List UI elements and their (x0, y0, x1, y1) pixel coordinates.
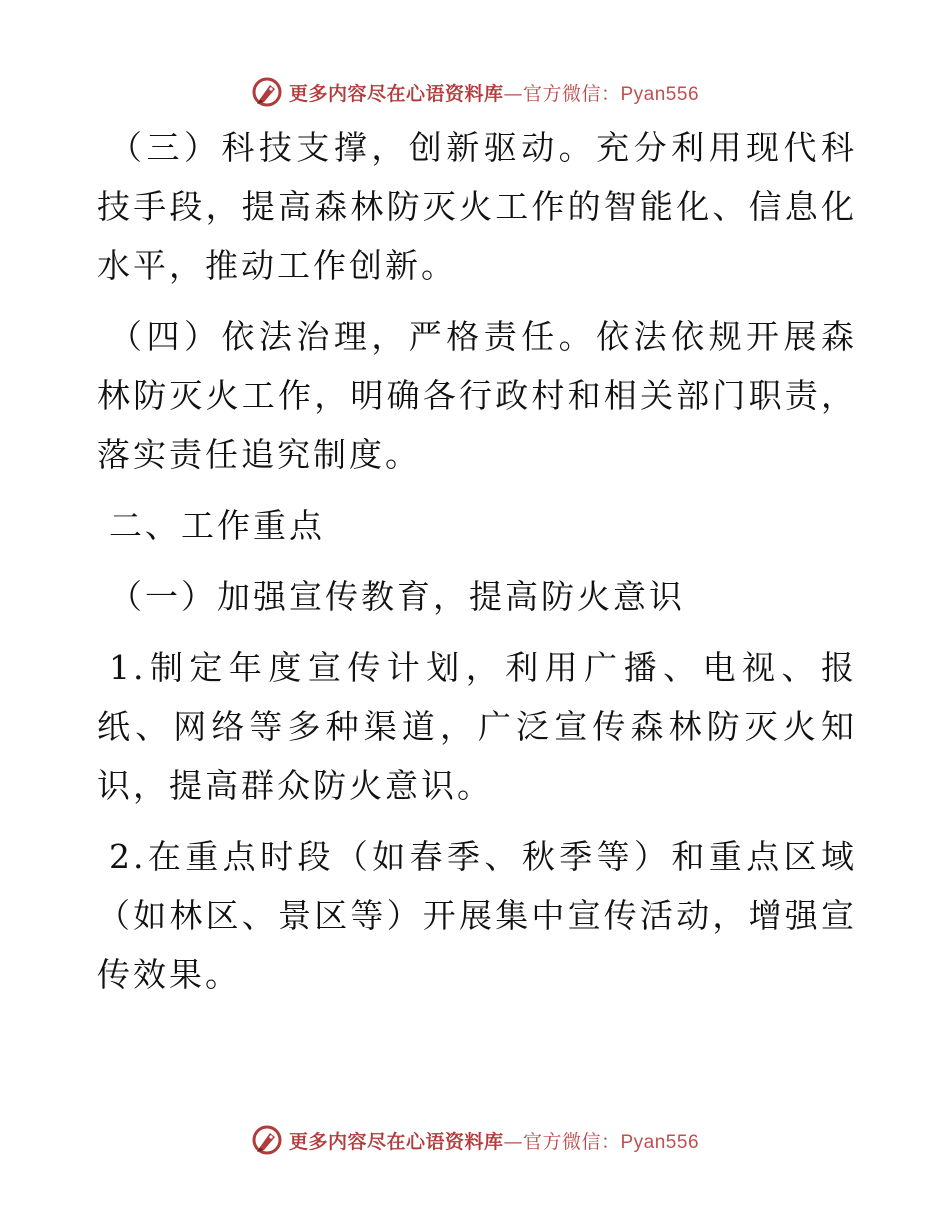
footer-wechat-id: Pyan556 (620, 1131, 700, 1153)
pen-nib-logo-icon (251, 1124, 283, 1156)
document-body (97, 118, 857, 1016)
header-site-text: 更多内容尽在心语资料库 (288, 82, 504, 105)
subheading-publicity-education: （一）加强宣传教育，提高防火意识 (109, 577, 685, 616)
header-separator: — (503, 82, 523, 105)
footer-site-text: 更多内容尽在心语资料库 (288, 1130, 504, 1153)
header-watermark-text (289, 79, 699, 106)
paragraph-annual-publicity-plan: 1.制定年度宣传计划，利用广播、电视、报纸、网络等多种渠道，广泛宣传森林防灭火知识，提高群众防火意识。 (97, 648, 857, 805)
paragraph-science-support: （三）科技支撑，创新驱动。充分利用现代科技手段，提高森林防灭火工作的智能化、信息化水平，推动工作创新。 (97, 128, 857, 285)
section-heading-work-focus: 二、工作重点 (109, 506, 325, 545)
footer-watermark-text (289, 1127, 699, 1154)
footer-watermark-banner (0, 1120, 950, 1160)
pen-nib-logo-icon (251, 76, 283, 108)
footer-wechat-label: 官方微信： (522, 1130, 621, 1153)
paragraph-lawful-governance: （四）依法治理，严格责任。依法依规开展森林防灭火工作，明确各行政村和相关部门职责，落实责任追究制度。 (97, 317, 857, 474)
footer-separator: — (503, 1130, 523, 1153)
header-watermark-banner (0, 72, 950, 112)
paragraph-focused-publicity: 2.在重点时段（如春季、秋季等）和重点区域（如林区、景区等）开展集中宣传活动，增强宣传效果。 (97, 837, 857, 994)
header-wechat-id: Pyan556 (620, 83, 700, 105)
header-wechat-label: 官方微信： (522, 82, 621, 105)
